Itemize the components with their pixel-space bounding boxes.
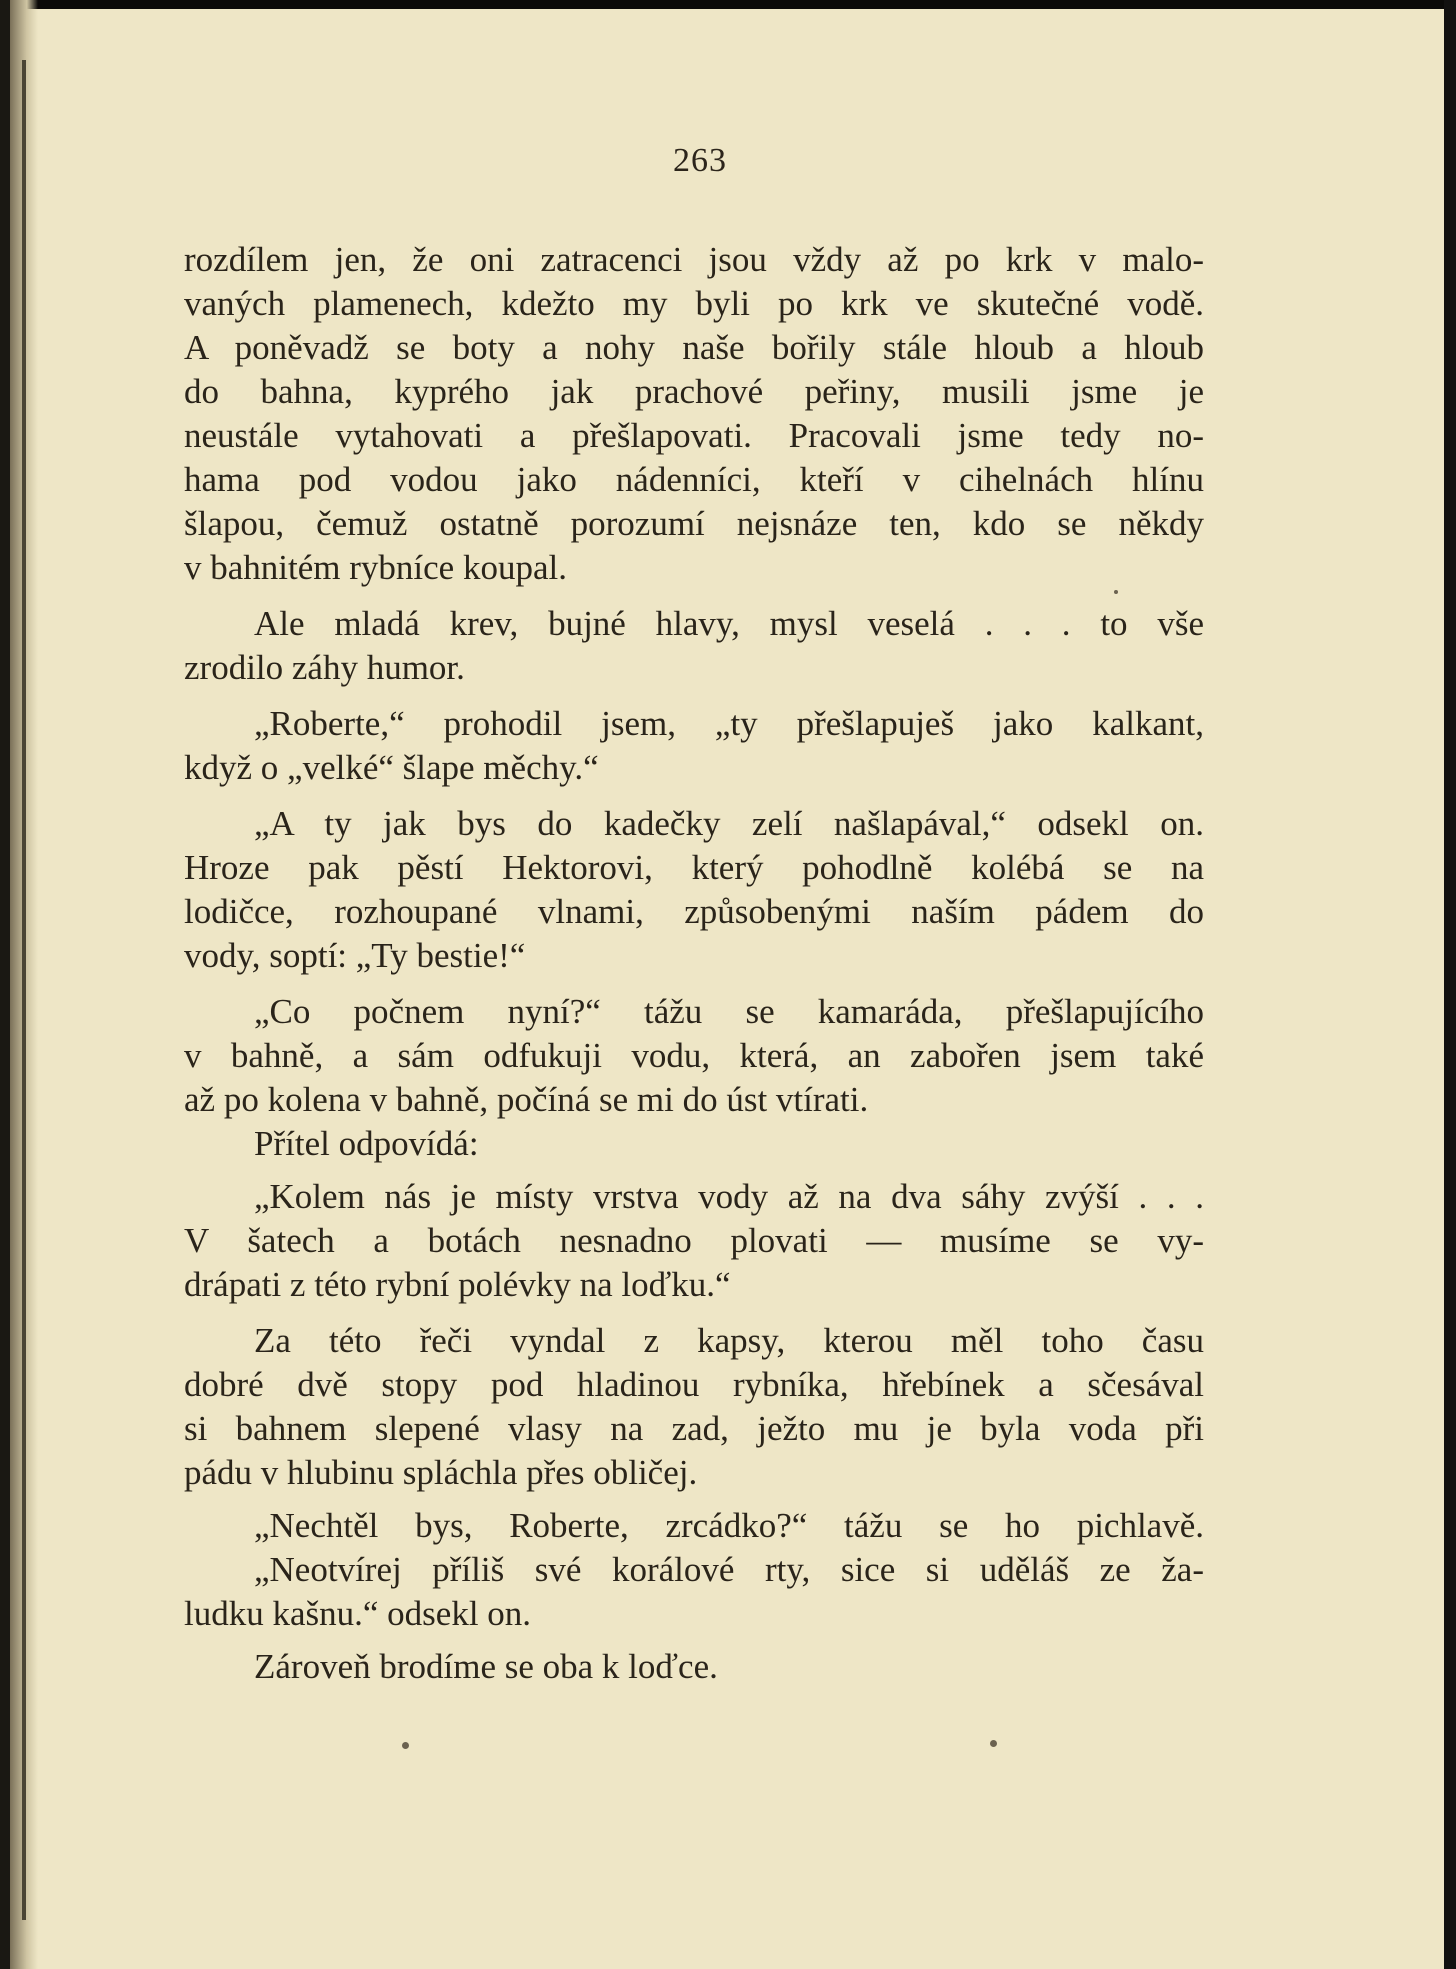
binding-spine-line	[22, 60, 26, 1920]
text-line: si bahnem slepené vlasy na zad, ježto mu je byla voda při	[184, 1409, 1204, 1448]
text-line: Hroze pak pěstí Hektorovi, který pohodlně kolébá se na	[184, 848, 1204, 887]
text-line: Zároveň brodíme se oba k loďce.	[254, 1647, 718, 1686]
text-line: vody, soptí: „Ty bestie!“	[184, 936, 526, 975]
text-line: „Co počnem nyní?“ tážu se kamaráda, přešlapujícího	[254, 992, 1204, 1031]
text-line: v bahně, a sám odfukuji vodu, která, an zabořen jsem také	[184, 1036, 1204, 1075]
text-line: rozdílem jen, že oni zatracenci jsou vždy až po krk v malo-	[184, 240, 1204, 279]
text-line: ludku kašnu.“ odsekl on.	[184, 1594, 532, 1633]
text-line: vaných plamenech, kdežto my byli po krk ve skutečné vodě.	[184, 284, 1204, 323]
text-line: A poněvadž se boty a nohy naše bořily stále hloub a hloub	[184, 328, 1204, 367]
text-line: „A ty jak bys do kadečky zelí našlapával,“ odsekl on.	[254, 804, 1204, 843]
text-line: „Neotvírej příliš své korálové rty, sice si uděláš ze ža-	[254, 1550, 1204, 1589]
scan-border-right	[1444, 0, 1456, 1969]
text-line: drápati z této rybní polévky na loďku.“	[184, 1265, 731, 1304]
text-line: „Roberte,“ prohodil jsem, „ty přešlapuješ jako kalkant,	[254, 704, 1204, 743]
text-line: Ale mladá krev, bujné hlavy, mysl veselá . . . to vše	[254, 604, 1204, 643]
text-line: „Kolem nás je místy vrstva vody až na dva sáhy zvýší . . .	[254, 1177, 1204, 1216]
scan-border-top	[0, 0, 1456, 9]
text-line: hama pod vodou jako nádenníci, kteří v cihelnách hlínu	[184, 460, 1204, 499]
paper-speck	[990, 1740, 997, 1747]
page-number: 263	[673, 142, 727, 179]
text-line: V šatech a botách nesnadno plovati — musíme se vy-	[184, 1221, 1204, 1260]
paper-speck	[1114, 590, 1118, 594]
text-line: zrodilo záhy humor.	[184, 648, 465, 687]
text-line: v bahnitém rybníce koupal.	[184, 548, 567, 587]
text-line: když o „velké“ šlape měchy.“	[184, 748, 599, 787]
text-line: Přítel odpovídá:	[254, 1124, 479, 1163]
text-line: Za této řeči vyndal z kapsy, kterou měl toho času	[254, 1321, 1204, 1360]
scan-border-left	[0, 0, 10, 1969]
body-text	[184, 238, 1204, 1689]
text-line: do bahna, kyprého jak prachové peřiny, musili jsme je	[184, 372, 1204, 411]
text-line: pádu v hlubinu spláchla přes obličej.	[184, 1453, 698, 1492]
text-line: neustále vytahovati a přešlapovati. Pracovali jsme tedy no-	[184, 416, 1204, 455]
text-line: až po kolena v bahně, počíná se mi do úst vtírati.	[184, 1080, 869, 1119]
text-line: dobré dvě stopy pod hladinou rybníka, hřebínek a sčesával	[184, 1365, 1204, 1404]
paper-speck	[402, 1742, 409, 1749]
text-line: šlapou, čemuž ostatně porozumí nejsnáze ten, kdo se někdy	[184, 504, 1204, 543]
text-line: „Nechtěl bys, Roberte, zrcádko?“ tážu se ho pichlavě.	[254, 1506, 1204, 1545]
text-line: lodičce, rozhoupané vlnami, způsobenými naším pádem do	[184, 892, 1204, 931]
